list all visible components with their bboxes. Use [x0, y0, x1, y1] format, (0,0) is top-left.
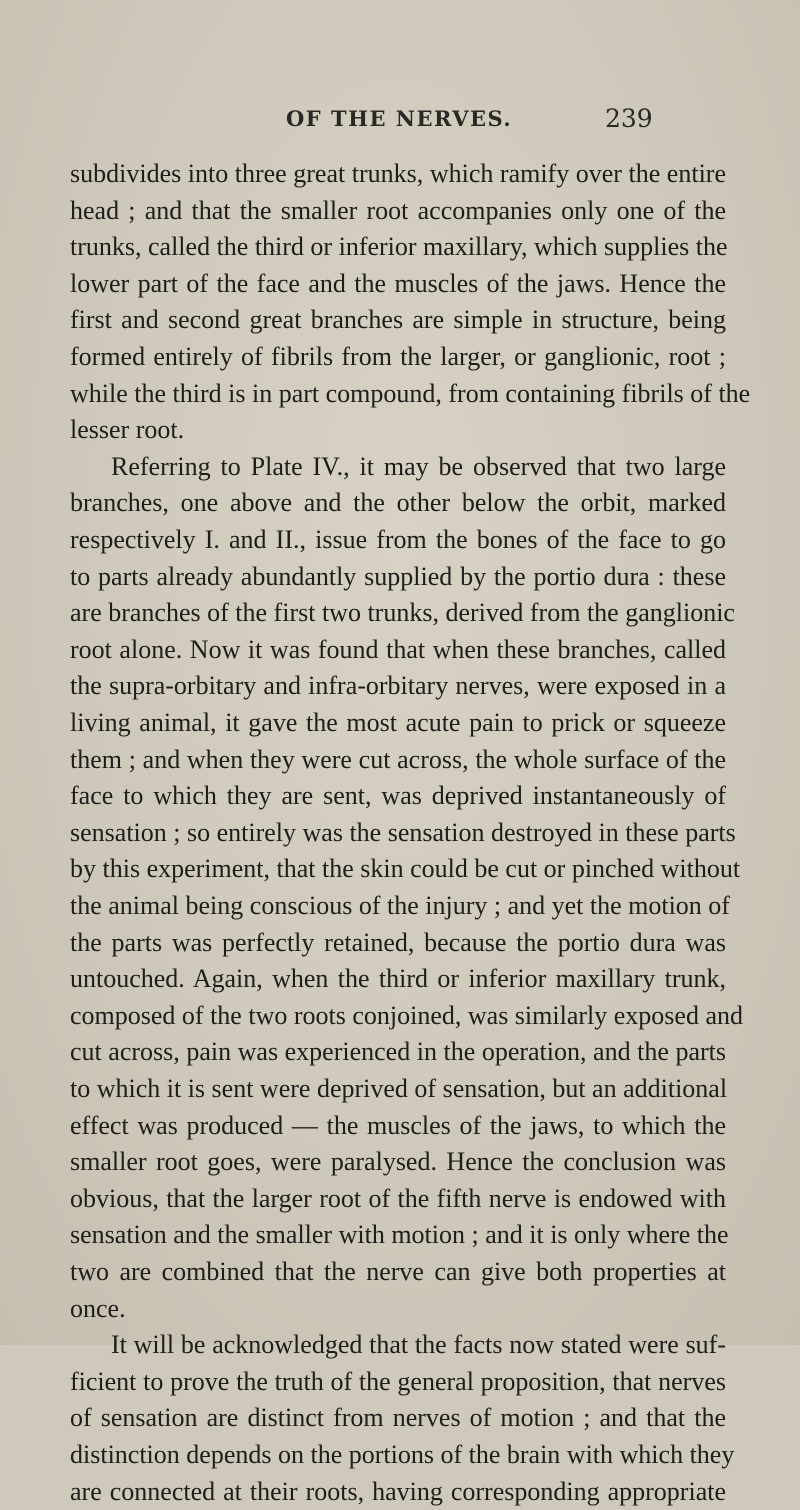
text-line: sensation ; so entirely was the sensation destroyed in these parts: [70, 817, 736, 847]
text-line: are branches of the first two trunks, derived from the ganglionic: [70, 598, 735, 628]
text-line: formed entirely of fibrils from the larger, or ganglionic, root ;: [70, 342, 726, 371]
text-line: of sensation are distinct from nerves of motion ; and that the: [70, 1403, 726, 1433]
text-line: to which it is sent were deprived of sensation, but an additional: [70, 1074, 728, 1103]
text-line: sensation and the smaller with motion ; and it is only where the: [70, 1220, 729, 1250]
text-line: two are combined that the nerve can give both properties at: [70, 1257, 726, 1286]
text-line: the parts was perfectly retained, because the portio dura was: [70, 927, 726, 957]
text-line: them ; and when they were cut across, the whole surface of the: [70, 744, 726, 774]
text-line: distinction depends on the portions of the brain with which they: [70, 1440, 735, 1469]
text-line: the animal being conscious of the injury ; and yet the motion of: [70, 891, 730, 920]
text-line: first and second great branches are simple in structure, being: [70, 305, 726, 335]
text-line: Referring to Plate IV., it may be observed that two large: [111, 451, 726, 481]
text-line: lesser root.: [70, 415, 185, 445]
text-line: while the third is in part compound, from containing fibrils of the: [70, 378, 751, 408]
text-line: ficient to prove the truth of the general proposition, that nerves: [70, 1366, 726, 1396]
text-line: obvious, that the larger root of the fifth nerve is endowed with: [70, 1183, 726, 1213]
text-line: effect was produced — the muscles of the jaws, to which the: [70, 1110, 726, 1140]
text-line: respectively I. and II., issue from the bones of the face to go: [70, 525, 726, 554]
text-line: to parts already abundantly supplied by the portio dura : these: [70, 561, 726, 591]
text-line: trunks, called the third or inferior maxillary, which supplies the: [70, 232, 728, 262]
text-line: head ; and that the smaller root accompanies only one of the: [70, 195, 726, 225]
text-line: composed of the two roots conjoined, was similarly exposed and: [70, 1000, 743, 1030]
page-number: 239: [605, 104, 653, 133]
text-line: the supra-orbitary and infra-orbitary nerves, were exposed in a: [70, 671, 726, 701]
text-line: untouched. Again, when the third or inferior maxillary trunk,: [70, 964, 726, 994]
text-line: face to which they are sent, was deprived instantaneously of: [70, 781, 726, 811]
running-head-title: OF THE NERVES.: [286, 106, 513, 131]
running-head: [0, 104, 800, 144]
text-line: are connected at their roots, having corresponding appropriate: [70, 1476, 726, 1506]
text-line: smaller root goes, were paralysed. Hence the conclusion was: [70, 1147, 726, 1177]
text-line: branches, one above and the other below the orbit, marked: [70, 488, 726, 518]
text-line: root alone. Now it was found that when these branches, called: [70, 634, 726, 664]
text-line: living animal, it gave the most acute pain to prick or squeeze: [70, 708, 726, 737]
text-line: cut across, pain was experienced in the operation, and the parts: [70, 1037, 726, 1067]
text-line: It will be acknowledged that the facts now stated were suf-: [111, 1330, 726, 1360]
text-line: by this experiment, that the skin could be cut or pinched without: [70, 854, 741, 884]
text-line: subdivides into three great trunks, which ramify over the entire: [70, 159, 726, 188]
text-line: once.: [70, 1293, 126, 1323]
text-line: lower part of the face and the muscles of the jaws. Hence the: [70, 268, 726, 298]
